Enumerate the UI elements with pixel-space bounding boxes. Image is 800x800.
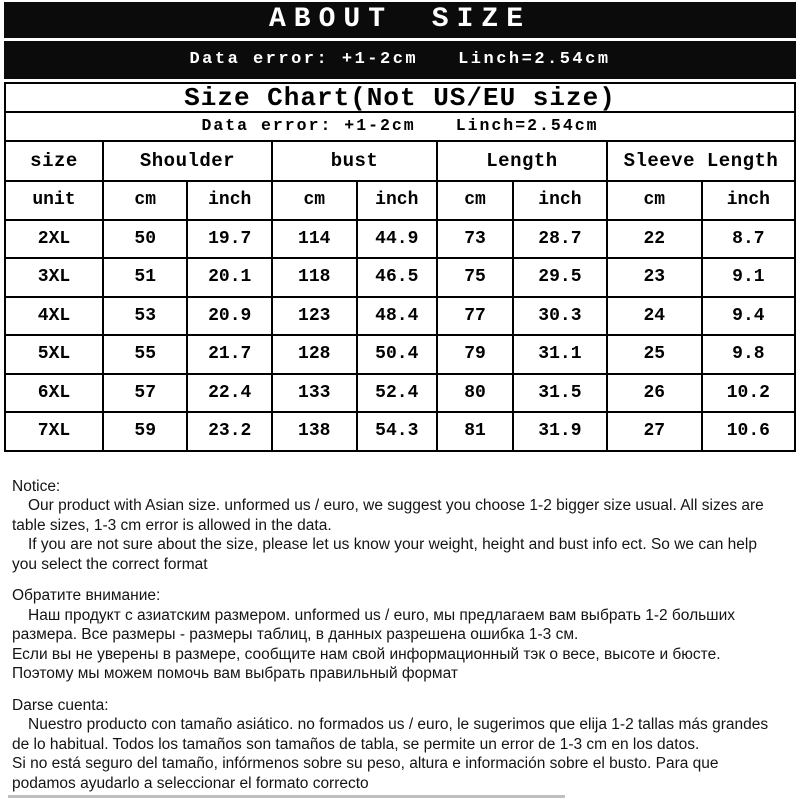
- notice-ru: [12, 586, 782, 684]
- unit-cell: cm: [607, 181, 702, 220]
- value-cell: 22.4: [187, 374, 272, 413]
- about-size-label: ABOUT SIZE: [268, 4, 532, 35]
- notice-en-title: Notice:: [12, 477, 61, 495]
- about-size-banner: [4, 2, 796, 38]
- value-cell: 30.3: [513, 297, 607, 336]
- notice-es-title: Darse cuenta:: [12, 696, 109, 714]
- value-cell: 73: [437, 220, 513, 259]
- notice-es-paragraph: Si no está seguro del tamaño, infórmenos sobre su peso, altura e información sobre el busto. Para que podamos ayudarlo a seleccionar el formato correcto: [12, 755, 719, 792]
- data-error-banner: [4, 41, 796, 79]
- value-cell: 51: [103, 258, 188, 297]
- value-cell: 81: [437, 412, 513, 451]
- unit-cell: cm: [103, 181, 188, 220]
- data-error-label: Data error: +1-2cm: [189, 50, 419, 69]
- table-unit-row: [5, 181, 795, 220]
- value-cell: 23: [607, 258, 702, 297]
- data-error-subtitle: [6, 113, 794, 140]
- unit-cell: inch: [513, 181, 607, 220]
- col-shoulder: Shoulder: [103, 141, 272, 181]
- size-label-cell: 4XL: [5, 297, 103, 336]
- value-cell: 80: [437, 374, 513, 413]
- size-label-cell: 2XL: [5, 220, 103, 259]
- table-row: [5, 412, 795, 451]
- table-row: [5, 258, 795, 297]
- notes-section: [4, 477, 796, 794]
- size-label-cell: 7XL: [5, 412, 103, 451]
- value-cell: 54.3: [357, 412, 438, 451]
- size-label-cell: 3XL: [5, 258, 103, 297]
- value-cell: 19.7: [187, 220, 272, 259]
- value-cell: 28.7: [513, 220, 607, 259]
- value-cell: 48.4: [357, 297, 438, 336]
- value-cell: 118: [272, 258, 357, 297]
- notice-ru-paragraph: Если вы не уверены в размере, сообщите нам свой информационный тэк о весе, высоте и бюсте. Поэтому мы можем помочь вам выбрать правильный формат: [12, 645, 721, 682]
- size-label-cell: 5XL: [5, 335, 103, 374]
- unit-cell: cm: [437, 181, 513, 220]
- notice-es: [12, 696, 782, 794]
- table-row: [5, 335, 795, 374]
- value-cell: 31.5: [513, 374, 607, 413]
- value-cell: 77: [437, 297, 513, 336]
- value-cell: 31.9: [513, 412, 607, 451]
- value-cell: 31.1: [513, 335, 607, 374]
- table-row: [5, 374, 795, 413]
- value-cell: 123: [272, 297, 357, 336]
- notice-en: [12, 477, 782, 575]
- value-cell: 29.5: [513, 258, 607, 297]
- value-cell: 50: [103, 220, 188, 259]
- unit-cell: inch: [187, 181, 272, 220]
- value-cell: 59: [103, 412, 188, 451]
- size-table: [4, 140, 796, 452]
- value-cell: 20.9: [187, 297, 272, 336]
- unit-cell: inch: [702, 181, 795, 220]
- value-cell: 138: [272, 412, 357, 451]
- value-cell: 44.9: [357, 220, 438, 259]
- notice-en-paragraph: If you are not sure about the size, please let us know your weight, height and bust info ect. So we can help you select the correct format: [12, 536, 757, 573]
- col-length: Length: [437, 141, 607, 181]
- inch-conversion-sub-label: Linch=2.54cm: [455, 116, 599, 135]
- value-cell: 52.4: [357, 374, 438, 413]
- unit-cell: unit: [5, 181, 103, 220]
- value-cell: 21.7: [187, 335, 272, 374]
- value-cell: 8.7: [702, 220, 795, 259]
- value-cell: 20.1: [187, 258, 272, 297]
- notice-en-paragraph: Our product with Asian size. unformed us / euro, we suggest you choose 1-2 bigger size usual. All sizes are table sizes, 1-3 cm error is allowed in the data.: [12, 497, 764, 534]
- unit-cell: cm: [272, 181, 357, 220]
- bottom-divider: [8, 795, 565, 798]
- data-error-sub-label: Data error: +1-2cm: [201, 116, 416, 135]
- value-cell: 9.1: [702, 258, 795, 297]
- value-cell: 55: [103, 335, 188, 374]
- value-cell: 23.2: [187, 412, 272, 451]
- value-cell: 57: [103, 374, 188, 413]
- inch-conversion-label: Linch=2.54cm: [458, 50, 611, 69]
- value-cell: 50.4: [357, 335, 438, 374]
- notice-ru-title: Обратите внимание:: [12, 587, 161, 604]
- notice-ru-paragraph: Наш продукт с азиатским размером. unformed us / euro, мы предлагаем вам выбрать 1-2 больших размера. Все размеры - размеры таблиц, в данных разрешена ошибка 1-3 см.: [12, 606, 736, 643]
- table-group-header-row: [5, 141, 795, 181]
- value-cell: 114: [272, 220, 357, 259]
- value-cell: 9.4: [702, 297, 795, 336]
- size-chart-title: Size Chart(Not US/EU size): [6, 84, 794, 113]
- value-cell: 46.5: [357, 258, 438, 297]
- col-sleeve-length: Sleeve Length: [607, 141, 795, 181]
- value-cell: 26: [607, 374, 702, 413]
- value-cell: 75: [437, 258, 513, 297]
- value-cell: 27: [607, 412, 702, 451]
- value-cell: 10.2: [702, 374, 795, 413]
- size-chart-header-box: [4, 82, 796, 140]
- value-cell: 133: [272, 374, 357, 413]
- unit-cell: inch: [357, 181, 438, 220]
- value-cell: 10.6: [702, 412, 795, 451]
- col-bust: bust: [272, 141, 437, 181]
- value-cell: 128: [272, 335, 357, 374]
- value-cell: 22: [607, 220, 702, 259]
- value-cell: 25: [607, 335, 702, 374]
- value-cell: 24: [607, 297, 702, 336]
- table-row: [5, 220, 795, 259]
- col-size: size: [5, 141, 103, 181]
- value-cell: 79: [437, 335, 513, 374]
- table-row: [5, 297, 795, 336]
- value-cell: 9.8: [702, 335, 795, 374]
- notice-es-paragraph: Nuestro producto con tamaño asiático. no formados us / euro, le sugerimos que elija 1-2 tallas más grandes de lo habitual. Todos los tamaños son tamaños de tabla, se permite un error de 1-3 cm en los datos.: [12, 716, 769, 753]
- value-cell: 53: [103, 297, 188, 336]
- size-label-cell: 6XL: [5, 374, 103, 413]
